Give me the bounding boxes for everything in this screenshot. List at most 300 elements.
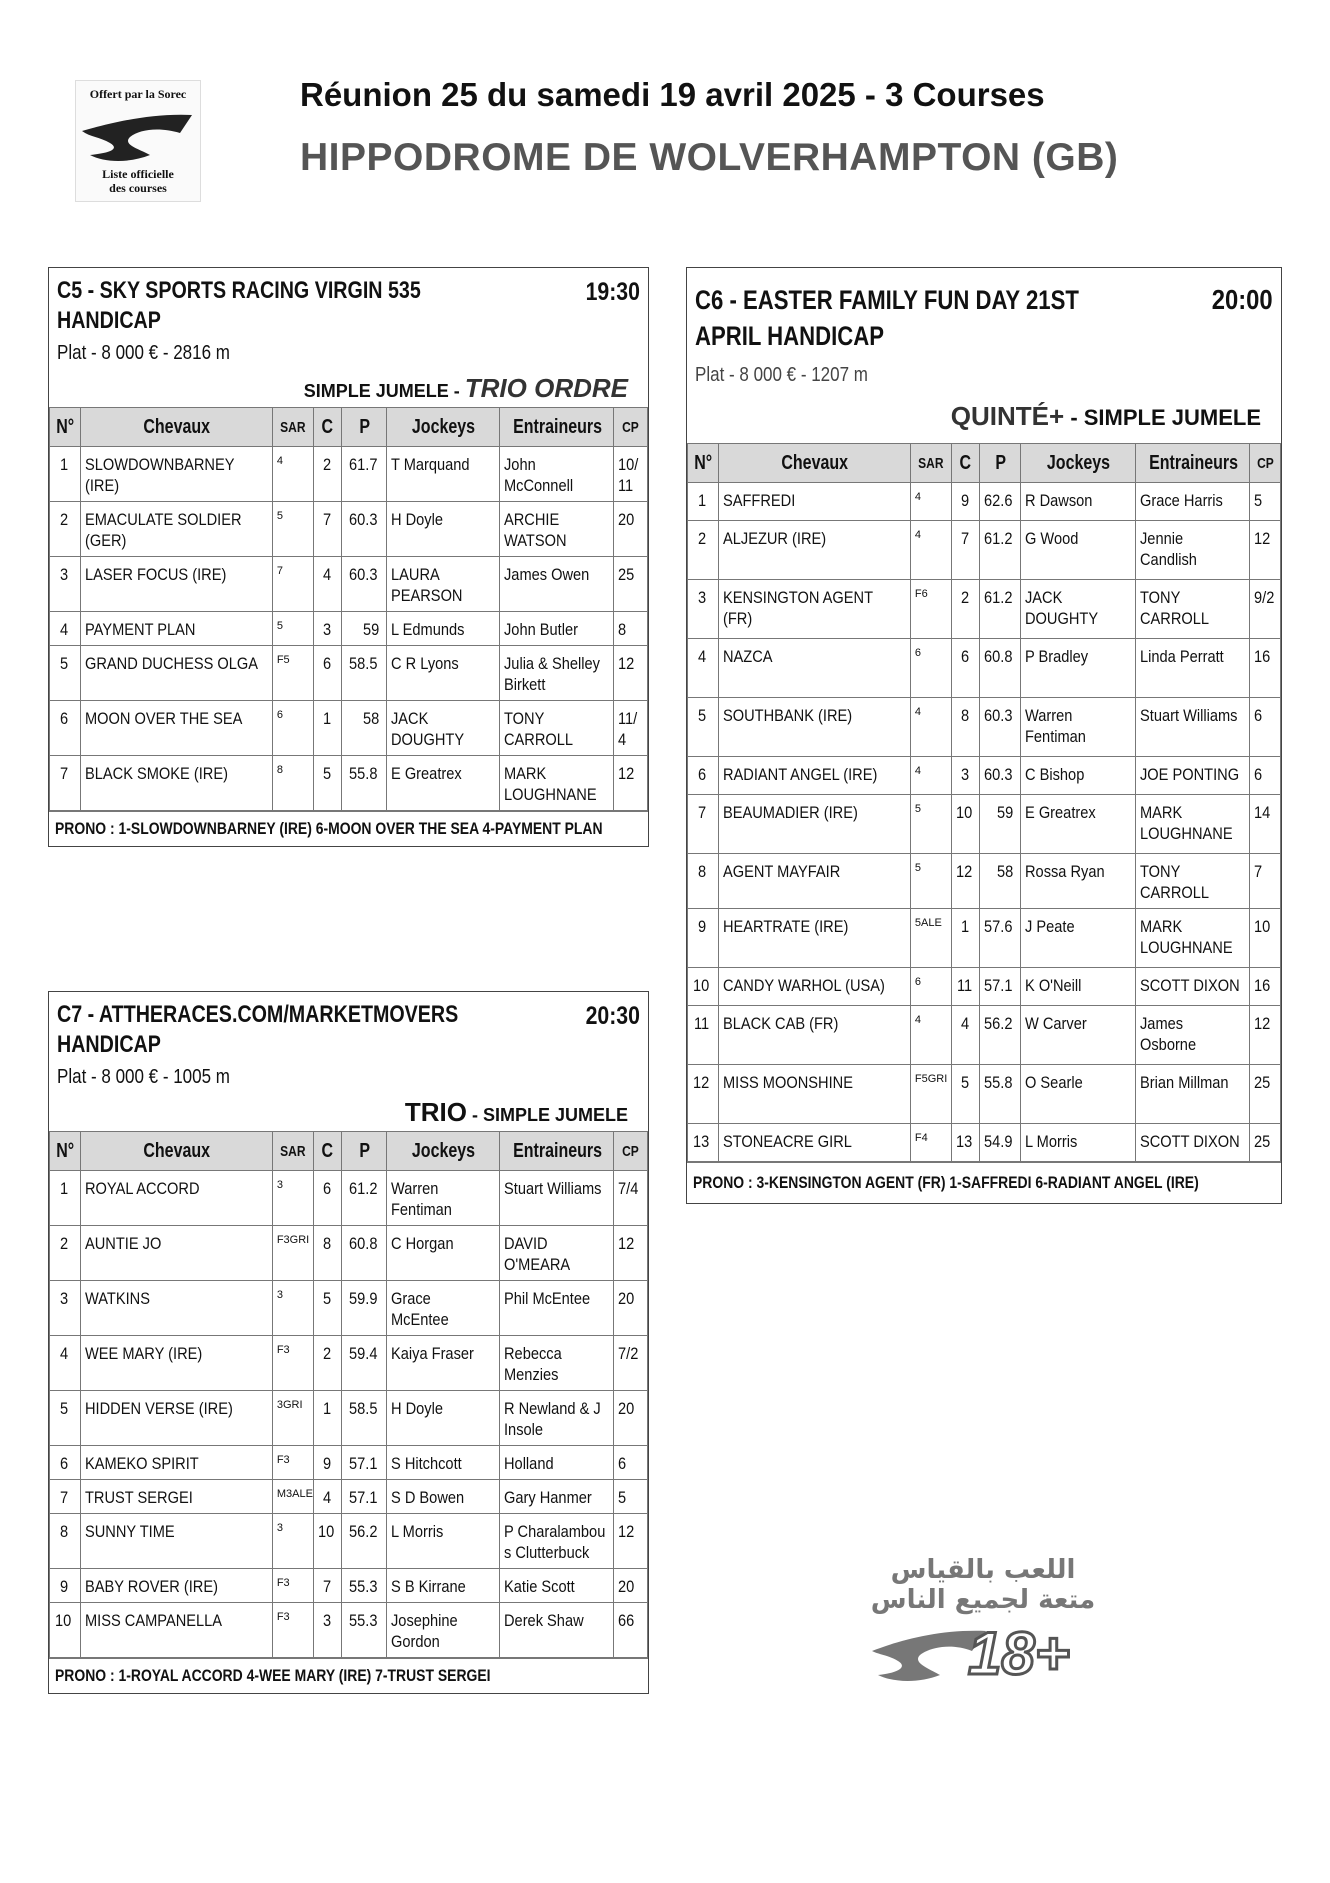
col-jockey-cell: O Searle [1021, 1065, 1136, 1124]
col-horse-cell: BLACK SMOKE (IRE) [80, 756, 272, 811]
col-num-cell: 6 [688, 757, 719, 795]
col-sar-cell: 4 [910, 757, 951, 795]
bet-types [695, 401, 1273, 443]
meeting-title: Réunion 25 du samedi 19 avril 2025 - 3 Courses [300, 76, 1045, 113]
col-jockey-cell: S B Kirrane [387, 1569, 499, 1603]
col-jockey-cell: Josephine Gordon [387, 1603, 499, 1658]
col-horse-cell: NAZCA [718, 639, 910, 698]
col-sar-cell: 4 [910, 483, 951, 521]
runner-row [50, 756, 648, 811]
race-time: 19:30 [585, 278, 640, 306]
col-corde-cell: 1 [951, 909, 980, 968]
col-horse-header: Chevaux [80, 408, 272, 447]
col-corde-cell: 6 [313, 1171, 342, 1226]
col-corde-cell: 11 [951, 968, 980, 1006]
responsible-gaming-badge [868, 1555, 1098, 1705]
col-jockey-cell: C Horgan [387, 1226, 499, 1281]
col-corde-cell: 7 [951, 521, 980, 580]
col-num-cell: 10 [688, 968, 719, 1006]
col-cote-cell: 8 [614, 612, 648, 646]
runners-table [687, 443, 1281, 1162]
col-corde-cell: 5 [313, 1281, 342, 1336]
col-corde-cell: 8 [951, 698, 980, 757]
col-poids-cell: 60.3 [342, 557, 387, 612]
col-num-cell: 3 [50, 1281, 81, 1336]
age-limit: 18+ [968, 1620, 1070, 1687]
bet-type-secondary: - SIMPLE JUMELE [1064, 405, 1261, 430]
race-card-c7 [48, 991, 649, 1694]
col-corde-cell: 3 [313, 612, 342, 646]
bet-type-secondary: SIMPLE JUMELE - [303, 381, 465, 401]
col-sar-cell: F5 [272, 646, 313, 701]
col-num-cell: 13 [688, 1124, 719, 1162]
col-num-cell: 5 [688, 698, 719, 757]
col-sar-cell: 6 [272, 701, 313, 756]
col-num-cell: 8 [50, 1514, 81, 1569]
col-corde-cell: 1 [313, 1391, 342, 1446]
col-num-cell: 12 [688, 1065, 719, 1124]
col-jockey-cell: Grace McEntee [387, 1281, 499, 1336]
col-cote-cell: 25 [1250, 1065, 1281, 1124]
col-num-cell: 4 [50, 612, 81, 646]
col-poids-cell: 55.3 [342, 1603, 387, 1658]
col-jockey-cell: J Peate [1021, 909, 1136, 968]
col-cote-cell: 20 [614, 502, 648, 557]
runner-row [688, 909, 1281, 968]
col-trainer-cell: MARK LOUGHNANE [1135, 795, 1250, 854]
bet-types [57, 1097, 640, 1131]
col-trainer-cell: Gary Hanmer [499, 1480, 613, 1514]
col-num-cell: 4 [688, 639, 719, 698]
col-num-cell: 9 [50, 1569, 81, 1603]
col-sar-cell: 4 [272, 447, 313, 502]
col-cote-header: CP [614, 408, 648, 447]
col-trainer-cell: TONY CARROLL [1135, 854, 1250, 909]
col-jockey-cell: E Greatrex [387, 756, 499, 811]
logo-top-text: Offert par la Sorec [89, 87, 187, 101]
col-poids-cell: 57.6 [980, 909, 1021, 968]
race-time: 20:30 [585, 1002, 640, 1030]
col-num-cell: 1 [688, 483, 719, 521]
prono: PRONO : 1-SLOWDOWNBARNEY (IRE) 6-MOON OVER THE SEA 4-PAYMENT PLAN [49, 811, 648, 846]
col-horse-cell: SLOWDOWNBARNEY (IRE) [80, 447, 272, 502]
bet-types [57, 373, 640, 407]
col-trainer-cell: James Osborne [1135, 1006, 1250, 1065]
col-corde-cell: 6 [951, 639, 980, 698]
bet-type-primary: QUINTÉ+ [950, 401, 1065, 431]
col-sar-cell: F3 [272, 1336, 313, 1391]
col-corde-cell: 7 [313, 1569, 342, 1603]
runner-row [50, 1514, 648, 1569]
col-cote-cell: 12 [1250, 521, 1281, 580]
col-cote-cell: 12 [614, 1226, 648, 1281]
col-trainer-header: Entraineurs [499, 1132, 613, 1171]
col-horse-header: Chevaux [718, 444, 910, 483]
col-poids-cell: 55.8 [342, 756, 387, 811]
runner-row [50, 1336, 648, 1391]
col-horse-cell: BEAUMADIER (IRE) [718, 795, 910, 854]
col-poids-cell: 61.2 [342, 1171, 387, 1226]
col-corde-cell: 10 [313, 1514, 342, 1569]
col-jockey-cell: S D Bowen [387, 1480, 499, 1514]
col-trainer-cell: R Newland & J Insole [499, 1391, 613, 1446]
col-jockey-cell: Kaiya Fraser [387, 1336, 499, 1391]
col-corde-cell: 12 [951, 854, 980, 909]
col-poids-cell: 59 [342, 612, 387, 646]
race-name: C5 - SKY SPORTS RACING VIRGIN 535 HANDICAP [57, 277, 421, 334]
col-horse-cell: GRAND DUCHESS OLGA [80, 646, 272, 701]
col-horse-cell: KAMEKO SPIRIT [80, 1446, 272, 1480]
col-sar-cell: M3ALE [272, 1480, 313, 1514]
runner-row [688, 639, 1281, 698]
col-num-cell: 7 [50, 1480, 81, 1514]
col-poids-cell: 58 [342, 701, 387, 756]
col-jockey-cell: JACK DOUGHTY [387, 701, 499, 756]
col-cote-cell: 16 [1250, 968, 1281, 1006]
col-sar-cell: 5 [272, 502, 313, 557]
col-sar-cell: 3 [272, 1171, 313, 1226]
runner-row [688, 1065, 1281, 1124]
col-sar-cell: F3GRI [272, 1226, 313, 1281]
col-poids-cell: 62.6 [980, 483, 1021, 521]
col-num-cell: 2 [50, 502, 81, 557]
col-jockey-cell: R Dawson [1021, 483, 1136, 521]
col-trainer-cell: Grace Harris [1135, 483, 1250, 521]
col-poids-cell: 56.2 [980, 1006, 1021, 1065]
col-trainer-header: Entraineurs [1135, 444, 1250, 483]
col-poids-cell: 58.5 [342, 646, 387, 701]
runner-row [50, 1603, 648, 1658]
col-trainer-cell: JOE PONTING [1135, 757, 1250, 795]
col-corde-cell: 7 [313, 502, 342, 557]
col-trainer-cell: Julia & Shelley Birkett [499, 646, 613, 701]
col-cote-cell: 12 [614, 646, 648, 701]
col-sar-cell: F3 [272, 1446, 313, 1480]
col-corde-cell: 4 [313, 557, 342, 612]
col-trainer-cell: Phil McEntee [499, 1281, 613, 1336]
col-poids-cell: 61.7 [342, 447, 387, 502]
col-trainer-cell: ARCHIE WATSON [499, 502, 613, 557]
col-trainer-cell: Linda Perratt [1135, 639, 1250, 698]
col-poids-cell: 60.8 [980, 639, 1021, 698]
col-sar-cell: 3GRI [272, 1391, 313, 1446]
col-num-cell: 5 [50, 646, 81, 701]
col-num-cell: 11 [688, 1006, 719, 1065]
col-poids-cell: 60.3 [980, 698, 1021, 757]
col-trainer-cell: TONY CARROLL [499, 701, 613, 756]
race-time: 20:00 [1212, 284, 1273, 315]
col-jockey-cell: JACK DOUGHTY [1021, 580, 1136, 639]
bet-type-primary: TRIO [404, 1097, 467, 1127]
col-jockey-cell: E Greatrex [1021, 795, 1136, 854]
runner-row [50, 1446, 648, 1480]
runner-row [50, 557, 648, 612]
col-horse-cell: AGENT MAYFAIR [718, 854, 910, 909]
col-cote-cell: 7/4 [614, 1171, 648, 1226]
col-horse-cell: SAFFREDI [718, 483, 910, 521]
col-poids-header: P [342, 1132, 387, 1171]
horse-logo-icon [80, 103, 194, 173]
col-sar-cell: F6 [910, 580, 951, 639]
col-sar-cell: F3 [272, 1569, 313, 1603]
col-cote-cell: 12 [1250, 1006, 1281, 1065]
col-poids-cell: 59.4 [342, 1336, 387, 1391]
runner-row [50, 447, 648, 502]
col-horse-cell: SOUTHBANK (IRE) [718, 698, 910, 757]
col-trainer-cell: Jennie Candlish [1135, 521, 1250, 580]
logo-bottom-text: Liste officielle des courses [102, 167, 174, 195]
col-jockey-cell: L Edmunds [387, 612, 499, 646]
col-poids-cell: 59.9 [342, 1281, 387, 1336]
col-jockey-cell: L Morris [1021, 1124, 1136, 1162]
col-poids-cell: 59 [980, 795, 1021, 854]
col-sar-header: SAR [272, 408, 313, 447]
col-poids-header: P [342, 408, 387, 447]
runner-row [688, 1006, 1281, 1065]
runner-row [688, 521, 1281, 580]
col-sar-cell: 4 [910, 1006, 951, 1065]
runner-row [50, 502, 648, 557]
col-sar-cell: 5 [910, 854, 951, 909]
col-sar-cell: 6 [910, 968, 951, 1006]
col-horse-cell: AUNTIE JO [80, 1226, 272, 1281]
col-poids-cell: 55.8 [980, 1065, 1021, 1124]
col-horse-cell: WEE MARY (IRE) [80, 1336, 272, 1391]
col-sar-cell: 4 [910, 521, 951, 580]
col-corde-cell: 3 [313, 1603, 342, 1658]
col-cote-cell: 9/2 [1250, 580, 1281, 639]
col-corde-cell: 2 [313, 1336, 342, 1391]
col-num-cell: 2 [50, 1226, 81, 1281]
col-corde-cell: 10 [951, 795, 980, 854]
col-cote-cell: 66 [614, 1603, 648, 1658]
col-trainer-cell: SCOTT DIXON [1135, 1124, 1250, 1162]
col-jockey-cell: Rossa Ryan [1021, 854, 1136, 909]
col-corde-cell: 1 [313, 701, 342, 756]
col-jockey-header: Jockeys [387, 1132, 499, 1171]
runners-table [49, 407, 648, 811]
col-num-cell: 2 [688, 521, 719, 580]
runner-row [688, 580, 1281, 639]
col-corde-header: C [313, 1132, 342, 1171]
col-cote-cell: 14 [1250, 795, 1281, 854]
col-cote-cell: 6 [614, 1446, 648, 1480]
col-num-cell: 9 [688, 909, 719, 968]
col-cote-cell: 16 [1250, 639, 1281, 698]
col-sar-cell: 3 [272, 1514, 313, 1569]
col-jockey-cell: W Carver [1021, 1006, 1136, 1065]
col-num-cell: 10 [50, 1603, 81, 1658]
col-trainer-cell: MARK LOUGHNANE [499, 756, 613, 811]
runner-row [688, 968, 1281, 1006]
col-num-cell: 4 [50, 1336, 81, 1391]
col-jockey-cell: H Doyle [387, 502, 499, 557]
race-info: Plat - 8 000 € - 2816 m [57, 342, 230, 364]
col-jockey-cell: P Bradley [1021, 639, 1136, 698]
col-jockey-cell: T Marquand [387, 447, 499, 502]
col-horse-cell: BLACK CAB (FR) [718, 1006, 910, 1065]
col-sar-cell: 5 [272, 612, 313, 646]
col-corde-cell: 9 [313, 1446, 342, 1480]
runner-row [50, 612, 648, 646]
col-horse-cell: TRUST SERGEI [80, 1480, 272, 1514]
arabic-line-1: اللعب بالقياس [890, 1555, 1076, 1585]
col-corde-cell: 8 [313, 1226, 342, 1281]
col-num-cell: 5 [50, 1391, 81, 1446]
col-corde-cell: 4 [313, 1480, 342, 1514]
sorec-logo [75, 80, 201, 202]
col-horse-cell: KENSINGTON AGENT (FR) [718, 580, 910, 639]
col-jockey-header: Jockeys [387, 408, 499, 447]
col-jockey-cell: S Hitchcott [387, 1446, 499, 1480]
col-cote-cell: 7 [1250, 854, 1281, 909]
venue-title: HIPPODROME DE WOLVERHAMPTON (GB) [300, 136, 1119, 179]
col-cote-cell: 12 [614, 1514, 648, 1569]
col-poids-cell: 60.8 [342, 1226, 387, 1281]
race-name: C6 - EASTER FAMILY FUN DAY 21ST APRIL HANDICAP [695, 285, 1079, 351]
col-cote-cell: 11/ 4 [614, 701, 648, 756]
col-horse-cell: STONEACRE GIRL [718, 1124, 910, 1162]
col-cote-cell: 6 [1250, 698, 1281, 757]
col-corde-cell: 4 [951, 1006, 980, 1065]
col-poids-cell: 60.3 [342, 502, 387, 557]
col-horse-cell: EMACULATE SOLDIER (GER) [80, 502, 272, 557]
col-trainer-cell: Rebecca Menzies [499, 1336, 613, 1391]
runner-row [50, 1391, 648, 1446]
prono: PRONO : 1-ROYAL ACCORD 4-WEE MARY (IRE) 7-TRUST SERGEI [49, 1658, 648, 1693]
col-horse-cell: BABY ROVER (IRE) [80, 1569, 272, 1603]
col-corde-cell: 2 [951, 580, 980, 639]
col-poids-cell: 58.5 [342, 1391, 387, 1446]
col-num-cell: 1 [50, 1171, 81, 1226]
col-cote-header: CP [1250, 444, 1281, 483]
col-poids-cell: 58 [980, 854, 1021, 909]
runners-table [49, 1131, 648, 1658]
runner-row [50, 1480, 648, 1514]
col-sar-cell: 4 [910, 698, 951, 757]
col-jockey-cell: Warren Fentiman [387, 1171, 499, 1226]
col-poids-cell: 57.1 [342, 1480, 387, 1514]
col-trainer-cell: DAVID O'MEARA [499, 1226, 613, 1281]
col-jockey-header: Jockeys [1021, 444, 1136, 483]
col-num-header: N° [688, 444, 719, 483]
col-horse-cell: MISS MOONSHINE [718, 1065, 910, 1124]
arabic-line-2: متعة لجميع الناس [870, 1585, 1096, 1615]
col-poids-cell: 57.1 [980, 968, 1021, 1006]
col-jockey-cell: K O'Neill [1021, 968, 1136, 1006]
col-horse-cell: HEARTRATE (IRE) [718, 909, 910, 968]
col-sar-cell: F4 [910, 1124, 951, 1162]
col-corde-cell: 2 [313, 447, 342, 502]
col-cote-cell: 7/2 [614, 1336, 648, 1391]
col-num-cell: 1 [50, 447, 81, 502]
col-jockey-cell: LAURA PEARSON [387, 557, 499, 612]
runner-row [50, 1226, 648, 1281]
col-corde-cell: 5 [951, 1065, 980, 1124]
col-horse-cell: ALJEZUR (IRE) [718, 521, 910, 580]
col-poids-cell: 57.1 [342, 1446, 387, 1480]
col-poids-cell: 55.3 [342, 1569, 387, 1603]
runner-row [688, 854, 1281, 909]
col-corde-cell: 3 [951, 757, 980, 795]
col-num-cell: 3 [688, 580, 719, 639]
col-trainer-cell: Derek Shaw [499, 1603, 613, 1658]
col-jockey-cell: C Bishop [1021, 757, 1136, 795]
col-num-cell: 7 [50, 756, 81, 811]
runner-row [50, 646, 648, 701]
col-num-cell: 6 [50, 1446, 81, 1480]
col-num-header: N° [50, 1132, 81, 1171]
col-corde-cell: 13 [951, 1124, 980, 1162]
col-poids-header: P [980, 444, 1021, 483]
race-name: C7 - ATTHERACES.COM/MARKETMOVERS HANDICAP [57, 1001, 459, 1058]
col-jockey-cell: C R Lyons [387, 646, 499, 701]
runner-row [688, 795, 1281, 854]
col-cote-cell: 5 [614, 1480, 648, 1514]
col-horse-cell: MISS CAMPANELLA [80, 1603, 272, 1658]
col-sar-cell: 7 [272, 557, 313, 612]
col-sar-header: SAR [272, 1132, 313, 1171]
col-cote-cell: 20 [614, 1281, 648, 1336]
col-cote-cell: 6 [1250, 757, 1281, 795]
col-trainer-cell: TONY CARROLL [1135, 580, 1250, 639]
col-sar-cell: 8 [272, 756, 313, 811]
col-jockey-cell: G Wood [1021, 521, 1136, 580]
runner-row [688, 1124, 1281, 1162]
race-info: Plat - 8 000 € - 1005 m [57, 1066, 230, 1088]
col-horse-cell: MOON OVER THE SEA [80, 701, 272, 756]
col-poids-cell: 61.2 [980, 521, 1021, 580]
col-cote-cell: 12 [614, 756, 648, 811]
col-trainer-cell: John McConnell [499, 447, 613, 502]
col-poids-cell: 60.3 [980, 757, 1021, 795]
col-trainer-header: Entraineurs [499, 408, 613, 447]
col-trainer-cell: P Charalambou s Clutterbuck [499, 1514, 613, 1569]
col-trainer-cell: Brian Millman [1135, 1065, 1250, 1124]
col-corde-cell: 9 [951, 483, 980, 521]
col-jockey-cell: L Morris [387, 1514, 499, 1569]
col-trainer-cell: Holland [499, 1446, 613, 1480]
col-sar-cell: 6 [910, 639, 951, 698]
col-num-cell: 6 [50, 701, 81, 756]
col-num-cell: 7 [688, 795, 719, 854]
col-corde-cell: 6 [313, 646, 342, 701]
col-corde-header: C [951, 444, 980, 483]
runner-row [688, 757, 1281, 795]
col-trainer-cell: Stuart Williams [1135, 698, 1250, 757]
col-poids-cell: 56.2 [342, 1514, 387, 1569]
race-card-c5 [48, 267, 649, 847]
col-trainer-cell: SCOTT DIXON [1135, 968, 1250, 1006]
col-num-cell: 8 [688, 854, 719, 909]
bet-type-primary: TRIO ORDRE [464, 373, 628, 403]
runner-row [688, 483, 1281, 521]
col-sar-cell: F3 [272, 1603, 313, 1658]
col-cote-cell: 20 [614, 1569, 648, 1603]
col-cote-cell: 10 [1250, 909, 1281, 968]
runner-row [50, 1281, 648, 1336]
col-jockey-cell: H Doyle [387, 1391, 499, 1446]
race-card-c6 [686, 267, 1282, 1204]
col-cote-cell: 25 [1250, 1124, 1281, 1162]
col-sar-cell: 5ALE [910, 909, 951, 968]
col-sar-cell: 3 [272, 1281, 313, 1336]
runner-row [50, 1569, 648, 1603]
runner-row [50, 701, 648, 756]
col-sar-cell: F5GRI [910, 1065, 951, 1124]
col-horse-cell: WATKINS [80, 1281, 272, 1336]
col-num-header: N° [50, 408, 81, 447]
